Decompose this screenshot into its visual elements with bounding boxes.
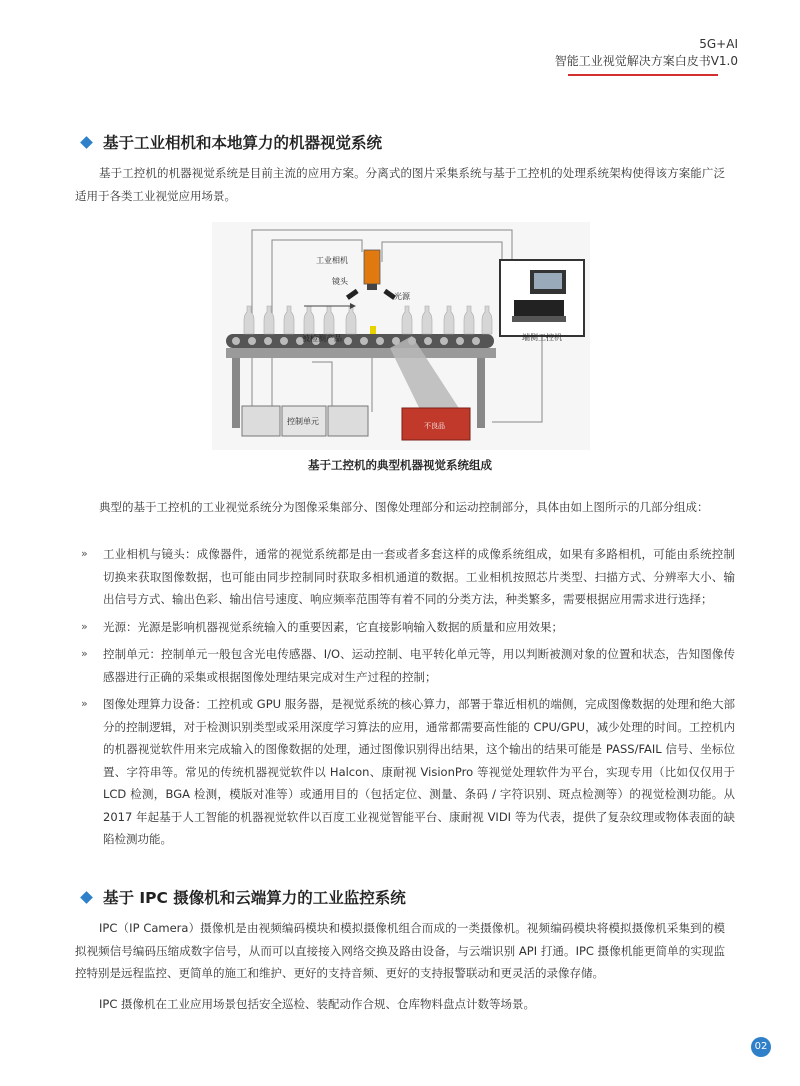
section-title-1 — [80, 131, 382, 153]
figure-caption: 基于工控机的典型机器视觉系统组成 — [308, 458, 492, 472]
section2-para1: IPC（IP Camera）摄像机是由视频编码模块和模拟摄像机组合而成的一类摄像机。视频编码模块将模拟摄像机采集到的模拟视频信号编码压缩成数字信号，从而可以直接接入网络交换及路由设备，与云端识别 API 打通。IPC 摄像机能更简单的实现监控特别是远程监控、更简单的施工和维护、更好的支持音频、更好的支持报警联动和更灵活的录像存储。 — [75, 921, 725, 980]
bullet-mark: » — [81, 697, 88, 710]
header-underline — [568, 74, 718, 76]
header-doc-title: 智能工业视觉解决方案白皮书V1.0 — [554, 54, 738, 68]
bullet-mark: » — [81, 647, 88, 660]
list-item: » 图像处理算力设备：工控机或 GPU 服务器，是视觉系统的核心算力，部署于靠近相机的端侧，完成图像数据的处理和绝大部分的控制逻辑，对于检测识别类型或采用深度学习算法的应用，通常都需要高性能的 CPU/GPU，减少处理的时间。工控机内的机器视觉软件用来完成输入的图像数据的处理，通过图像识别得出结果，这个输出的结果可能是 PASS/FAIL 信号、坐标位置、字符串等。常见的传统机器视觉软件以 Halcon、康耐视 VisionPro 等视觉处理软件为平台，实现专用（比如仅仅用于 LCD 检测，BGA 检测，模版对准等）或通用目的（包括定位、测量、条码 / 字符识别、斑点检测等）的视觉检测功能。从 2017 年起基于人工智能的机器视觉软件以百度工业视觉智能平台、康耐视 VIDI 等为代表，提供了复杂纹理或物体表面的缺陷检测功能。 — [75, 693, 735, 851]
bullet-mark: » — [81, 547, 88, 560]
label-camera: 工业相机 — [316, 256, 348, 265]
label-lens: 镜头 — [332, 277, 348, 286]
bullet-mark: » — [81, 619, 88, 633]
label-light: 光源 — [394, 292, 410, 301]
list-item: » 控制单元：控制单元一般包含光电传感器、I/O、运动控制、电平转化单元等，用以判断被测对象的位置和状态，告知图像传感器进行正确的采集或根据图像处理结果完成对生产过程的控制； — [75, 643, 735, 688]
section-title-text: 基于工业相机和本地算力的机器视觉系统 — [103, 134, 383, 152]
label-control-unit: 控制单元 — [287, 417, 319, 426]
diamond-bullet-icon — [80, 891, 93, 904]
section-title-2 — [80, 886, 406, 908]
section1-para2: 典型的基于工控机的工业视觉系统分为图像采集部分、图像处理部分和运动控制部分，具体由如上图所示的几部分组成： — [99, 500, 709, 514]
diamond-bullet-icon — [80, 136, 93, 149]
page-header — [555, 36, 738, 70]
component-list — [75, 543, 735, 856]
section1-intro: 基于工控机的机器视觉系统是目前主流的应用方案。分离式的图片采集系统与基于工控机的处理系统架构使得该方案能广泛适用于各类工业视觉应用场景。 — [75, 166, 725, 203]
header-tag: 5G+AI — [699, 37, 738, 51]
label-reject: 不良品 — [424, 422, 445, 430]
label-product: 被检测产品 — [302, 334, 342, 343]
section2-para2: IPC 摄像机在工业应用场景包括安全巡检、装配动作合规、仓库物料盘点计数等场景。 — [99, 997, 536, 1011]
machine-vision-diagram — [212, 222, 590, 450]
label-edge-pc: 端侧工控机 — [522, 333, 562, 342]
page-number: 02 — [751, 1037, 771, 1057]
list-item: » 工业相机与镜头：成像器件，通常的视觉系统都是由一套或者多套这样的成像系统组成，如果有多路相机，可能由系统控制切换来获取图像数据，也可能由同步控制同时获取多相机通道的数据。工业相机按照芯片类型、扫描方式、分辨率大小、输出信号方式、输出色彩、输出信号速度、响应频率范围等有着不同的分类方法，种类繁多，需要根据应用需求进行选择； — [75, 543, 735, 611]
section-title-text: 基于 IPC 摄像机和云端算力的工业监控系统 — [103, 889, 406, 907]
list-item: » 光源：光源是影响机器视觉系统输入的重要因素，它直接影响输入数据的质量和应用效果； — [75, 616, 735, 639]
